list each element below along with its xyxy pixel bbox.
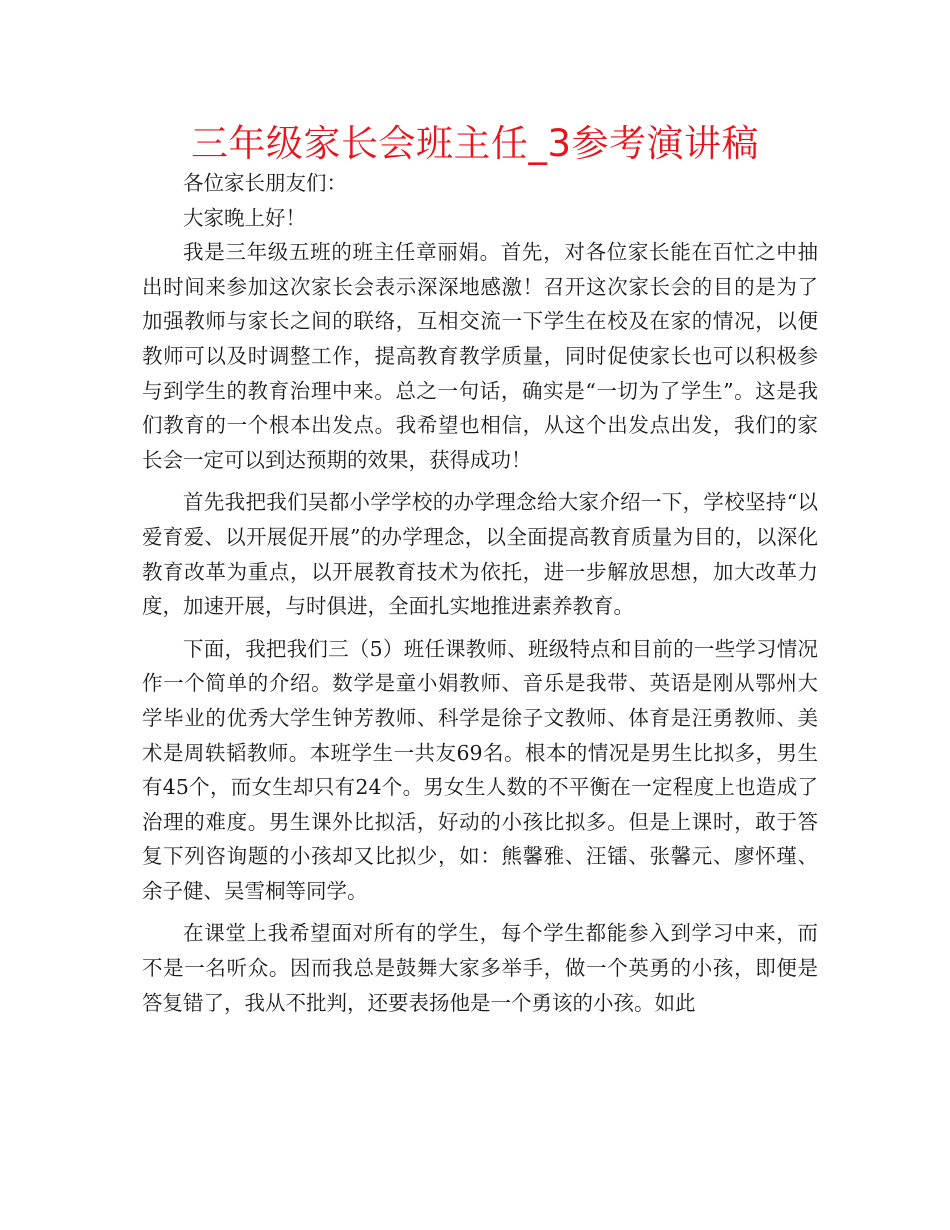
document-body bbox=[142, 166, 818, 1020]
classroom-participation-paragraph: 在课堂上我希望面对所有的学生，每个学生都能参入到学习中来，而不是一名听众。因而我总是鼓舞大家多举手，做一个英勇的小孩，即便是答复错了，我从不批判，还要表扬他是一个勇该的小孩。如此 bbox=[142, 921, 818, 1015]
salutation-paragraph: 大家晚上好！ bbox=[183, 205, 306, 230]
introduction-paragraph: 我是三年级五班的班主任章丽娟。首先，对各位家长能在百忙之中抽出时间来参加这次家长会表示深深地感激！召开这次家长会的目的是为了加强教师与家长之间的联络，互相交流一下学生在校及在家的情况，以便教师可以及时调整工作，提高教育教学质量，同时促使家长也可以积极参与到学生的教育治理中来。总之一句话，确实是“一切为了学生”。这是我们教育的一个根本出发点。我希望也相信，从这个出发点出发，我们的家长会一定可以到达预期的效果，获得成功！ bbox=[142, 240, 818, 472]
class-overview-paragraph: 下面，我把我们三（5）班任课教师、班级特点和目前的一些学习情况作一个简单的介绍。数学是童小娟教师、音乐是我带、英语是刚从鄂州大学毕业的优秀大学生钟芳教师、科学是徐子文教师、体育是汪勇教师、美术是周轶韬教师。本班学生一共友69名。根本的情况是男生比拟多，男生有45个，而女生却只有24个。男女生人数的不平衡在一定程度上也造成了治理的难度。男生课外比拟活，好动的小孩比拟多。但是上课时，敢于答复下列咨询题的小孩却又比拟少，如：熊馨雅、汪镭、张馨元、廖怀瑾、余子健、吴雪桐等同学。 bbox=[142, 636, 818, 903]
greeting-paragraph: 各位家长朋友们： bbox=[183, 171, 347, 195]
document-title: 三年级家长会班主任_3参考演讲稿 bbox=[190, 122, 760, 165]
school-philosophy-paragraph: 首先我把我们吴都小学学校的办学理念给大家介绍一下，学校坚持“以爱育爱、以开展促开展”的办学理念，以全面提高教育质量为目的，以深化教育改革为重点，以开展教育技术为依托，进一步解放思想，加大改革力度，加速开展，与时俱进，全面扎实地推进素养教育。 bbox=[142, 490, 818, 619]
